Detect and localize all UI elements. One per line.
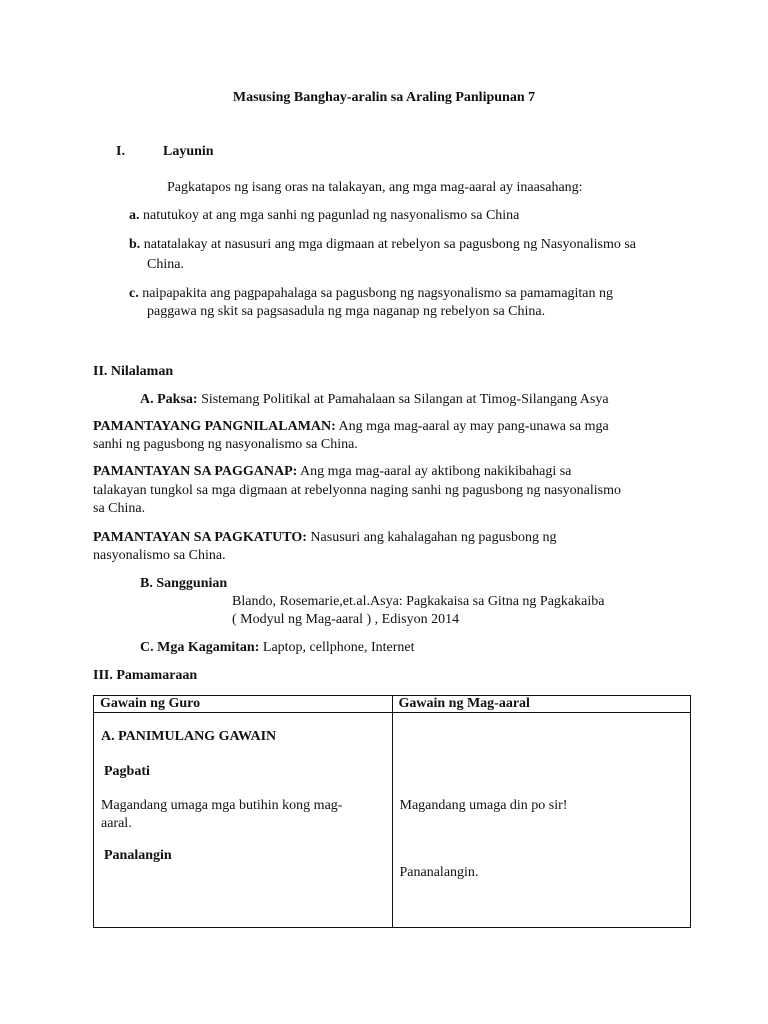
student-greeting: Magandang umaga din po sir! <box>399 798 568 813</box>
standard-content-line1: PAMANTAYANG PANGNILALAMAN: Ang mga mag-aaral ay may pang-unawa sa mga <box>93 419 609 434</box>
panalangin-label: Panalangin <box>104 848 172 863</box>
standard-learning-line1: PAMANTAYAN SA PAGKATUTO: Nasusuri ang kahalagahan ng pagusbong ng <box>93 530 557 545</box>
objective-a <box>129 208 689 224</box>
pagbati-label: Pagbati <box>104 764 150 779</box>
standard-performance-line1: PAMANTAYAN SA PAGGANAP: Ang mga mag-aaral ay aktibong nakikibahagi sa <box>93 464 572 479</box>
standard-learning-label: PAMANTAYAN SA PAGKATUTO: <box>93 530 307 545</box>
objective-c-line1: c. naipapakita ang pagpapahalaga sa pagusbong ng nagsyonalismo sa pamamagitan ng <box>129 286 614 301</box>
col-header-teacher: Gawain ng Guro <box>94 696 393 713</box>
standard-content-line2: sanhi ng pagusbong ng nasyonalismo sa China. <box>93 437 358 452</box>
standard-performance-line3: sa China. <box>93 501 146 516</box>
objective-b-line1: b. natatalakay at nasusuri ang mga digmaan at rebelyon sa pagusbong ng Nasyonalismo sa <box>129 237 636 252</box>
procedure-table <box>93 695 691 928</box>
panimulang-gawain-heading: A. PANIMULANG GAWAIN <box>101 729 277 744</box>
table-header-row <box>94 696 691 713</box>
standard-content-label: PAMANTAYANG PANGNILALAMAN: <box>93 419 336 434</box>
kagamitan-text: Laptop, cellphone, Internet <box>262 640 415 655</box>
objective-c-line2: paggawa ng skit sa pagsasadula ng mga naganap ng rebelyon sa China. <box>147 304 546 319</box>
page-title: Masusing Banghay-aralin sa Araling Panlipunan 7 <box>232 90 536 105</box>
student-prayer: Pananalangin. <box>399 865 479 880</box>
standard-performance-label: PAMANTAYAN SA PAGGANAP: <box>93 464 298 479</box>
student-cell <box>392 713 691 928</box>
paksa-text: Sistemang Politikal at Pamahalaan sa Silangan at Timog-Silangang Asya <box>201 392 609 407</box>
sanggunian-label: B. Sanggunian <box>140 576 228 591</box>
section-1-numeral: I. <box>116 144 125 159</box>
sanggunian-line1: Blando, Rosemarie,et.al.Asya: Pagkakaisa sa Gitna ng Pagkakaiba <box>232 594 605 609</box>
section-2-heading: II. Nilalaman <box>93 364 174 379</box>
objective-b-line2: China. <box>147 257 184 272</box>
kagamitan-label: C. Mga Kagamitan: <box>140 640 260 655</box>
objective-c-letter: c. <box>129 286 139 301</box>
paksa-line <box>140 392 609 408</box>
table-row <box>94 713 691 928</box>
section-3-heading: III. Pamamaraan <box>93 668 198 683</box>
teacher-cell <box>94 713 393 928</box>
teacher-greeting-line1: Magandang umaga mga butihin kong mag- <box>101 798 343 813</box>
objective-a-text: natutukoy at ang mga sanhi ng pagunlad ng nasyonalismo sa China <box>143 208 520 223</box>
standard-learning-line2: nasyonalismo sa China. <box>93 548 226 563</box>
col-header-student: Gawain ng Mag-aaral <box>392 696 691 713</box>
kagamitan-line <box>140 640 415 656</box>
teacher-greeting-line2: aaral. <box>101 816 132 831</box>
objective-b-letter: b. <box>129 237 141 252</box>
objectives-intro: Pagkatapos ng isang oras na talakayan, ang mga mag-aaral ay inaasahang: <box>167 180 583 195</box>
section-1-heading: Layunin <box>163 144 214 159</box>
paksa-label: A. Paksa: <box>140 392 198 407</box>
objective-a-letter: a. <box>129 208 140 223</box>
sanggunian-line2: ( Modyul ng Mag-aaral ) , Edisyon 2014 <box>232 612 460 627</box>
standard-performance-line2: talakayan tungkol sa mga digmaan at rebelyonna naging sanhi ng pagusbong ng nasyonalismo <box>93 483 621 498</box>
